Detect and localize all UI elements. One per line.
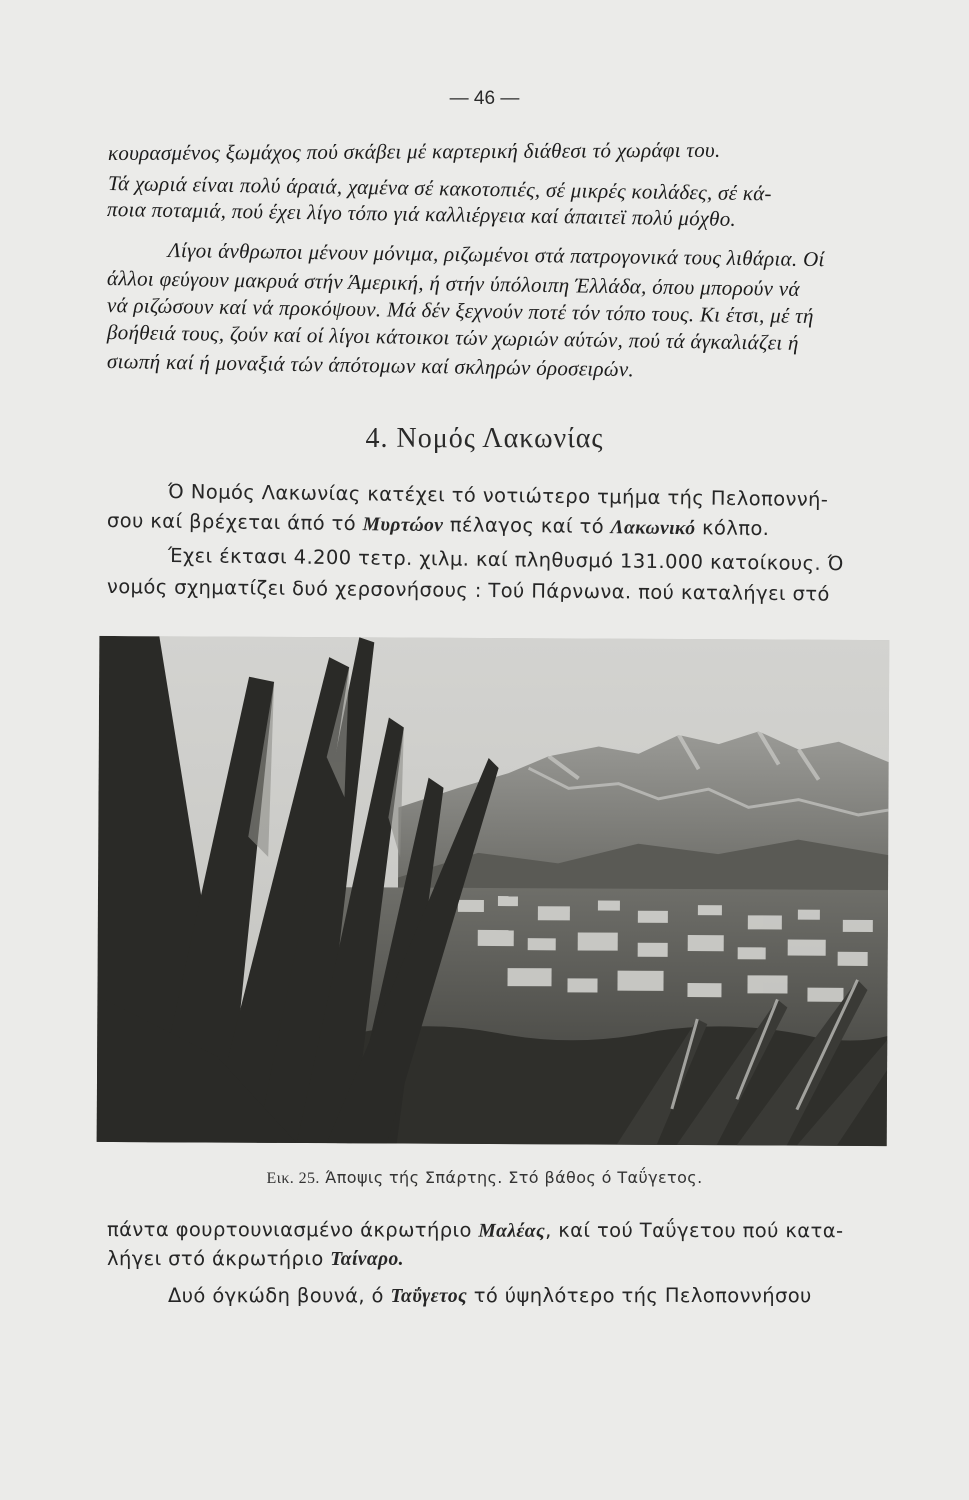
photo-illustration xyxy=(97,636,890,1146)
text-line: Ό Νομός Λακωνίας κατέχει τό νοτιώτερο τμήμα τής Πελοποννή- xyxy=(167,480,829,512)
emphasis-term: Λακωνικό xyxy=(610,517,696,540)
sparta-photograph xyxy=(97,636,890,1146)
text-segment: , καί τού Ταΰγετου πού κατα- xyxy=(545,1218,844,1243)
text-line: Λίγοι άνθρωποι μένουν μόνιμα, ριζωμένοι στά πατρογονικά τους λιθάρια. Οί xyxy=(167,238,825,272)
text-line: νά ριζώσουν καί νά προκόψουν. Μά δέν ξεχνούν ποτέ τόν τόπο τους. Κι έτσι, μέ τή xyxy=(106,293,814,329)
text-segment: πάντα φουρτουνιασμένο άκρωτήριο xyxy=(106,1218,479,1242)
section-heading: 4. Νομός Λακωνίας xyxy=(365,423,604,454)
text-segment: κόλπο. xyxy=(695,516,770,541)
text-line: κουρασμένος ξωμάχος πού σκάβει μέ καρτερική διάθεσι τό χωράφι του. xyxy=(107,137,721,165)
text-line xyxy=(107,509,770,541)
page-number: — 46 — xyxy=(449,88,520,109)
text-line: νομός σχηματίζει δυό χερσονήσους : Τού Πάρνωνα. πού καταλήγει στό xyxy=(106,575,830,606)
text-segment: Δυό όγκώδη βουνά, ό xyxy=(168,1284,391,1307)
emphasis-term: Ταίναρο. xyxy=(330,1249,404,1270)
caption-text: Άποψις τής Σπάρτης. Στό βάθος ό Ταΰγετος. xyxy=(325,1168,703,1187)
emphasis-term: Ταΰγετος xyxy=(390,1286,468,1307)
text-line xyxy=(107,1247,404,1271)
text-line: άλλοι φεύγουν μακρυά στήν Άμερική, ή στήν ύπόλοιπη Έλλάδα, όπου μπορούν νά xyxy=(106,266,800,301)
text-line: Τά χωριά είναι πολύ άραιά, χαμένα σέ κακοτοπιές, σέ μικρές κοιλάδες, σέ κά- xyxy=(107,171,772,206)
figure-caption xyxy=(0,1168,969,1188)
text-line xyxy=(107,1218,843,1243)
text-line: Έχει έκτασι 4.200 τετρ. χιλμ. καί πληθυσμό 131.000 κατοίκους. Ό xyxy=(167,544,844,576)
text-segment: σου καί βρέχεται άπό τό xyxy=(106,509,363,536)
text-line: ποια ποταμιά, πού έχει λίγο τόπο γιά καλλιέργεια καί άπαιτεϊ πολύ μόχθο. xyxy=(106,197,737,231)
text-line xyxy=(168,1284,812,1308)
text-segment: πέλαγος καί τό xyxy=(443,513,611,539)
text-line: βοήθειά τους, ζούν καί οί λίγοι κάτοικοι τών χωριών αύτών, πού τά άγκαλιάζει ή xyxy=(106,320,799,355)
emphasis-term: Μαλέας xyxy=(478,1220,546,1242)
emphasis-term: Μυρτώον xyxy=(362,514,444,537)
text-segment: τό ύψηλότερο τής Πελοποννήσου xyxy=(467,1284,812,1307)
text-segment: λήγει στό άκρωτήριο xyxy=(107,1247,331,1270)
text-line: σιωπή καί ή μοναξιά τών άπότομων καί σκληρών όροσειρών. xyxy=(106,349,635,382)
figure-label: Εικ. 25. xyxy=(266,1170,320,1187)
